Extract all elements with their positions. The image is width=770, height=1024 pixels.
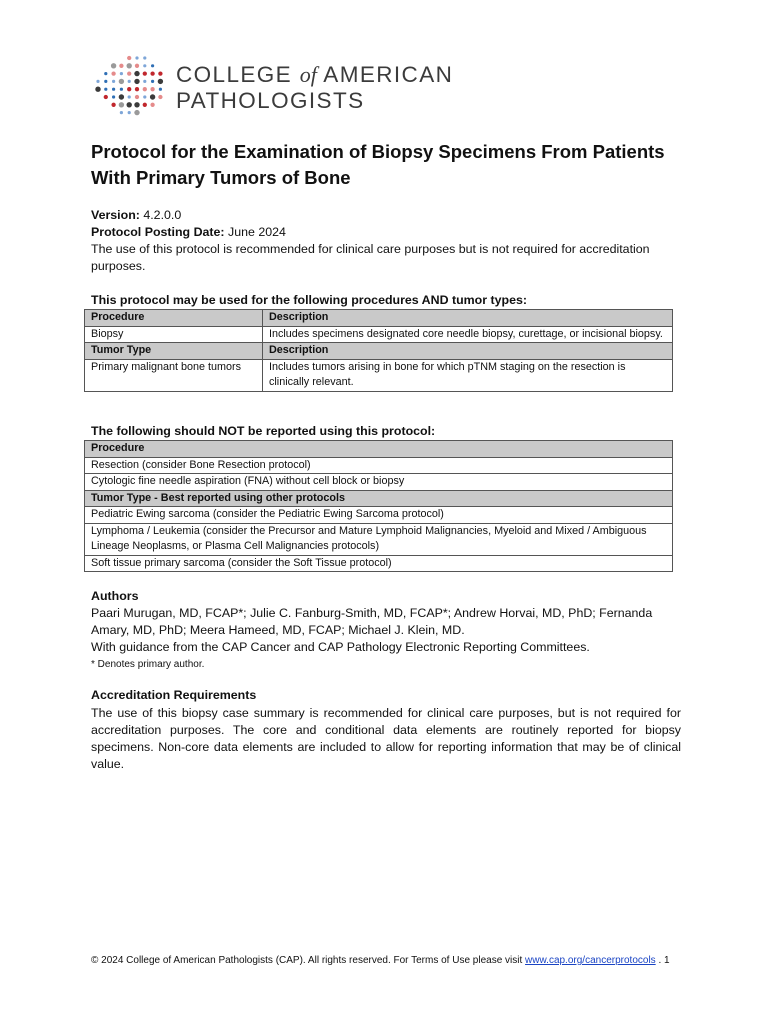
logo-dot (158, 71, 162, 75)
logo-dot (150, 103, 154, 107)
logo-dot (104, 88, 107, 91)
page-number: . 1 (655, 955, 670, 966)
table-row (85, 326, 673, 343)
authors-note: * Denotes primary author. (91, 659, 205, 670)
posting-date-label: Protocol Posting Date: (91, 225, 225, 239)
logo-dot (143, 103, 147, 107)
logo-dot (150, 71, 154, 75)
logo-dot (127, 102, 132, 107)
logo-dot (120, 88, 123, 91)
logo-dot (135, 64, 139, 68)
logo-dot (112, 80, 115, 83)
logo-dot (159, 88, 162, 91)
logo-dot (95, 87, 100, 92)
logo-dot (150, 87, 154, 91)
table-row (85, 507, 673, 524)
logo-dot (119, 102, 124, 107)
header-tumor-type: Tumor Type (85, 343, 263, 360)
cell-description: Includes tumors arising in bone for which pTNM staging on the resection is clinically relevant. (263, 359, 673, 391)
logo-dot (104, 72, 107, 75)
table-header-row (85, 310, 673, 327)
logo-dot (119, 64, 123, 68)
cap-logo (94, 54, 474, 118)
cell-tumor-type: Primary malignant bone tumors (85, 359, 263, 391)
cell-tumor-type: Soft tissue primary sarcoma (consider the Soft Tissue protocol) (85, 555, 673, 572)
footer-copyright: © 2024 College of American Pathologists (CAP). All rights reserved. For Terms of Use please visit (91, 955, 526, 966)
logo-dot (158, 79, 163, 84)
logo-dot (96, 80, 99, 83)
logo-dot (135, 56, 138, 59)
table-header-row (85, 343, 673, 360)
logo-dot (151, 64, 154, 67)
logo-dots-icon (94, 54, 164, 118)
table-header-row (85, 441, 673, 458)
logo-line1-b: AMERICAN (316, 62, 454, 87)
logo-dot (127, 71, 131, 75)
header-tumor-type: Tumor Type - Best reported using other protocols (85, 490, 673, 507)
authors-section (91, 605, 681, 673)
cell-procedure: Resection (consider Bone Resection protocol) (85, 457, 673, 474)
logo-line1-of: of (299, 62, 317, 87)
posting-date-value: June 2024 (228, 225, 286, 239)
logo-dot (143, 80, 146, 83)
header-procedure: Procedure (85, 441, 673, 458)
logo-dot (104, 95, 108, 99)
logo-dot (143, 87, 147, 91)
document-meta (91, 207, 681, 275)
header-procedure: Procedure (85, 310, 263, 327)
not-reported-caption: The following should NOT be reported using this protocol: (91, 424, 436, 438)
logo-dot (128, 80, 131, 83)
usage-note: The use of this protocol is recommended for clinical care purposes but is not required for accreditation purposes. (91, 242, 650, 273)
logo-dot (134, 79, 139, 84)
logo-dot (128, 111, 131, 114)
cell-tumor-type: Lymphoma / Leukemia (consider the Precursor and Mature Lymphoid Malignancies, Myeloid and Mixed / Ambiguous Lineage Neoplasms, or Plasma Cell Malignancies protocols) (85, 523, 673, 555)
authors-names: Paari Murugan, MD, FCAP*; Julie C. Fanburg-Smith, MD, FCAP*; Andrew Horvai, MD, PhD; Fernanda Amary, MD, PhD; Meera Hameed, MD, FCAP; Michael J. Klein, MD. (91, 606, 653, 637)
logo-dot (134, 110, 139, 115)
logo-dot (111, 71, 115, 75)
logo-dot (143, 95, 146, 98)
table-row (85, 457, 673, 474)
logo-dot (120, 72, 123, 75)
table-row (85, 474, 673, 491)
logo-dot (158, 95, 162, 99)
procedures-caption: This protocol may be used for the following procedures AND tumor types: (91, 293, 528, 307)
logo-dot (128, 95, 131, 98)
cell-procedure: Cytologic fine needle aspiration (FNA) without cell block or biopsy (85, 474, 673, 491)
accreditation-heading: Accreditation Requirements (91, 688, 257, 702)
authors-guidance: With guidance from the CAP Cancer and CAP Pathology Electronic Reporting Committees. (91, 640, 590, 654)
logo-dot (112, 95, 115, 98)
logo-dot (143, 71, 147, 75)
logo-dot (119, 79, 124, 84)
header-description: Description (263, 343, 673, 360)
accreditation-text: The use of this biopsy case summary is recommended for clinical care purposes, but is not required for accreditation purposes. The core and conditional data elements are routinely reported for biopsy specimens. Non-core data elements are included to allow for reporting information that may be of clinical value. (91, 706, 681, 771)
table-header-row (85, 490, 673, 507)
cell-tumor-type: Pediatric Ewing sarcoma (consider the Pediatric Ewing Sarcoma protocol) (85, 507, 673, 524)
table-row (85, 359, 673, 391)
version-value: 4.2.0.0 (143, 208, 182, 222)
logo-dot (143, 64, 146, 67)
logo-dot (104, 80, 107, 83)
logo-dot (151, 80, 154, 83)
logo-dot (134, 102, 139, 107)
logo-line1-a: COLLEGE (176, 62, 300, 87)
header-description: Description (263, 310, 673, 327)
footer-link[interactable]: www.cap.org/cancerprotocols (525, 955, 656, 966)
logo-dot (127, 56, 131, 60)
logo-wordmark (176, 62, 453, 114)
table-row (85, 523, 673, 555)
cell-procedure: Biopsy (85, 326, 263, 343)
logo-dot (127, 63, 132, 68)
logo-dot (112, 88, 115, 91)
not-reported-table (84, 440, 673, 572)
version-label: Version: (91, 208, 140, 222)
cell-description: Includes specimens designated core needle biopsy, curettage, or incisional biopsy. (263, 326, 673, 343)
document-title: Protocol for the Examination of Biopsy Specimens From Patients With Primary Tumors of Bone (91, 141, 665, 188)
logo-line2: PATHOLOGISTS (176, 88, 365, 113)
procedures-table (84, 309, 673, 392)
page-footer (91, 954, 681, 968)
logo-dot (111, 63, 116, 68)
logo-dot (134, 71, 139, 76)
logo-dot (119, 94, 124, 99)
authors-heading: Authors (91, 589, 139, 603)
logo-dot (127, 87, 131, 91)
logo-dot (135, 87, 139, 91)
table-row (85, 555, 673, 572)
logo-dot (150, 94, 155, 99)
logo-dot (135, 95, 139, 99)
logo-dot (120, 111, 123, 114)
logo-dot (111, 103, 115, 107)
logo-dot (143, 56, 146, 59)
